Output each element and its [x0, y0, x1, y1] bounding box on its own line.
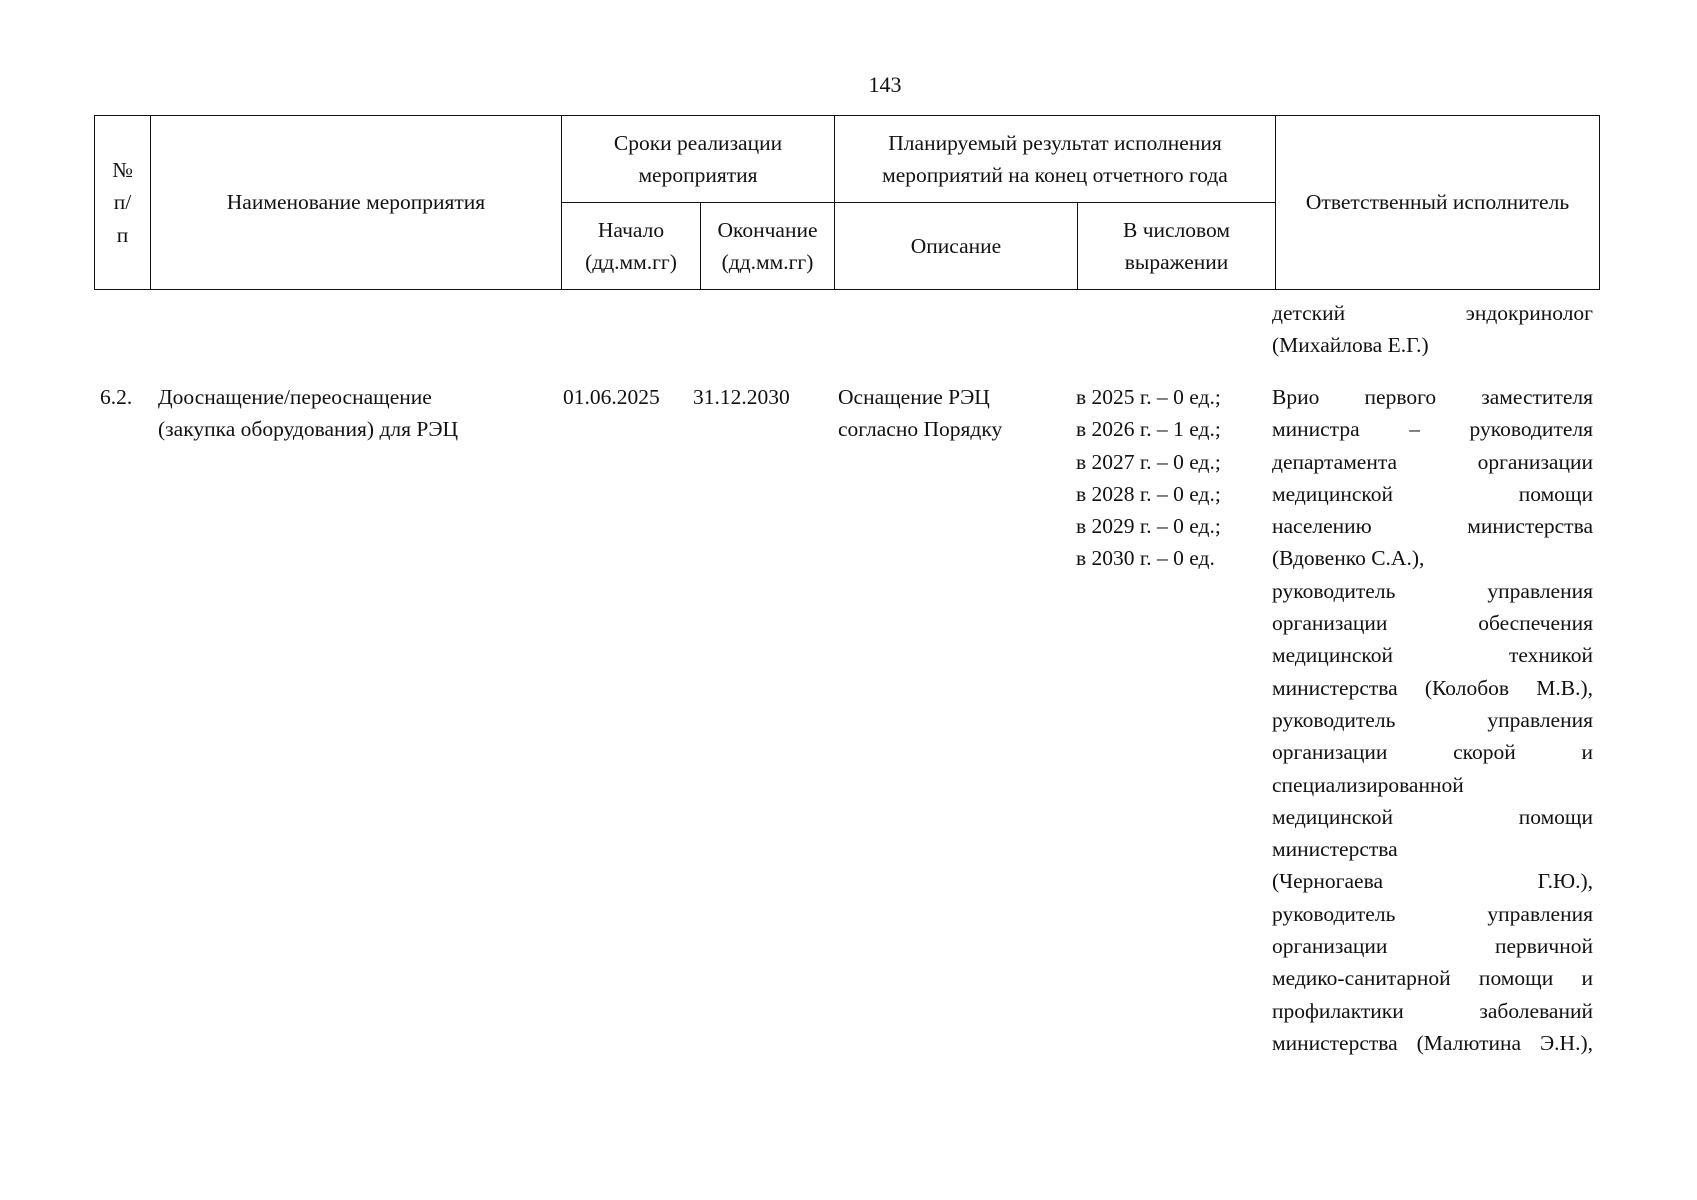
end-date: 31.12.2030 [693, 385, 790, 409]
responsible-continuation [1272, 297, 1593, 362]
header-start-date: Начало (дд.мм.гг) [562, 203, 701, 290]
text-line: министерства [1272, 837, 1398, 862]
header-numeric: В числовом выражении [1078, 203, 1276, 290]
responsible-executor [1272, 381, 1593, 1059]
header-activity-name: Наименование мероприятия [151, 116, 562, 290]
text-line: министерства (Колобов М.В.), [1272, 675, 1593, 700]
text-line: населению министерства [1272, 514, 1593, 539]
text-line: в 2027 г. – 0 ед.; [1076, 449, 1221, 474]
text-line: руководитель управления [1272, 707, 1593, 732]
header-number: № п/п [95, 116, 151, 290]
row-number: 6.2. [100, 385, 133, 409]
text-line: (Черногаева Г.Ю.), [1272, 869, 1593, 894]
text-line: министра – руководителя [1272, 417, 1593, 442]
text-line: медицинской помощи [1272, 804, 1593, 829]
start-date: 01.06.2025 [563, 385, 660, 409]
text-line: медицинской техникой [1272, 643, 1593, 668]
text-line: в 2025 г. – 0 ед.; [1076, 385, 1221, 409]
text-line: детский эндокринолог [1272, 301, 1593, 325]
result-numeric [1076, 381, 1221, 575]
text-line: (закупка оборудования) для РЭЦ [158, 417, 459, 442]
text-line: организации скорой и [1272, 740, 1593, 765]
text-line: медико-санитарной помощи и [1272, 966, 1593, 991]
text-line: Оснащение РЭЦ [838, 385, 990, 409]
text-line: (Вдовенко С.А.), [1272, 546, 1425, 571]
text-line: в 2030 г. – 0 ед. [1076, 546, 1215, 571]
text-line: в 2028 г. – 0 ед.; [1076, 481, 1221, 506]
text-line: (Михайлова Е.Г.) [1272, 333, 1429, 358]
text-line: специализированной [1272, 772, 1464, 797]
header-responsible: Ответственный исполнитель [1276, 116, 1600, 290]
text-line: руководитель управления [1272, 901, 1593, 926]
text-line: согласно Порядку [838, 417, 1003, 442]
header-description: Описание [835, 203, 1078, 290]
activity-name [158, 381, 458, 446]
text-line: профилактики заболеваний [1272, 998, 1593, 1023]
text-line: Врио первого заместителя [1272, 385, 1593, 409]
text-line: в 2026 г. – 1 ед.; [1076, 417, 1221, 442]
text-line: организации обеспечения [1272, 611, 1593, 636]
text-line: организации первичной [1272, 934, 1593, 959]
header-implementation-terms: Сроки реализации мероприятия [562, 116, 835, 203]
text-line: медицинской помощи [1272, 481, 1593, 506]
text-line: в 2029 г. – 0 ед.; [1076, 514, 1221, 539]
header-end-date: Окончание (дд.мм.гг) [701, 203, 835, 290]
text-line: Дооснащение/переоснащение [158, 385, 432, 409]
table-header [94, 115, 1600, 290]
text-line: руководитель управления [1272, 578, 1593, 603]
header-planned-result: Планируемый результат исполнения мероприятий на конец отчетного года [835, 116, 1276, 203]
text-line: департамента организации [1272, 449, 1593, 474]
page-number: 143 [868, 72, 902, 97]
result-description [838, 381, 1002, 446]
text-line: министерства (Малютина Э.Н.), [1272, 1030, 1593, 1055]
